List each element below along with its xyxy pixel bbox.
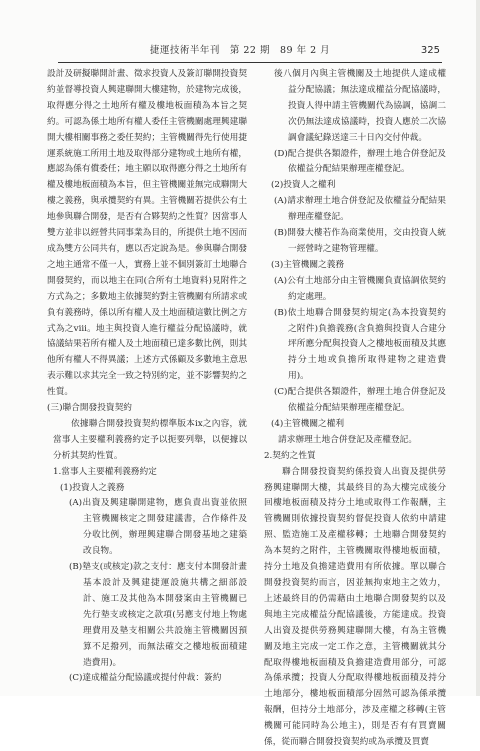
paragraph: (1)投資人之義務 <box>60 482 125 493</box>
paragraph: (3)主管機關之義務 <box>271 259 345 270</box>
journal-title: 捷運技術半年刊 第 22 期 89 年 2 月 <box>149 45 331 56</box>
right-text-column <box>258 67 446 751</box>
paragraph: 聯合開發投資契約係投資人出資及提供勞務興建聯開大樓，其最終目的為大樓完成後分回樓地板面積及持分土地或取得工作報酬，主管機關則依據投資契約督促投資人依約申請建照、監造施工及產權移轉；土地聯合開發契約為本契約之附件，主管機關取得樓地板面積，持分土地及負擔建造費用有所依據。單以聯合開發投資契約而言，因並無拘束地主之效力，上述最終目的仍需藉由土地聯合開發契約以及與地主完成權益分配協議後，方能達成。投資人出資及提供勞務興建聯開大樓，有為主管機關及地主完成一定工作之意，主管機關就其分配取得樓地板面積及負擔建造費用部分，可認為係承攬；投資人分配取得樓地板面積及持分土地部分，樓地板面積部分固然可認為係承攬報酬，但持分土地部分，涉及產權之移轉(主管機關可能同時為公地主)，則是否有有買賣關係，從而聯合開發投資契約或為承攬及買賣 <box>264 466 446 748</box>
paragraph: (A)公有土地部分由主管機關負責協調依契約約定處理。 <box>274 275 446 302</box>
paragraph: (A)出資及興建聯開建物，應負責出資並依照主管機關核定之開發建議書，合作條件及分收比例，辦理興建聯合開發基地之建築改良物。 <box>69 498 247 557</box>
paragraph: 依據聯合開發投資契約標準版本ix之內容，就當事人主要權利義務約定予以扼要列舉，以便據以分析其契約性質。 <box>53 418 247 461</box>
paragraph: (C)配合提供各類證件，辦理土地合併登記及依權益分配結果辦理產權登記。 <box>274 387 446 414</box>
paragraph: (B)墊支(或核定)款之支付：應支付本開發計畫基本設計及興建捷運設施共構之細部設計、施工及其他為本開發案由主管機關已先行墊支或核定之款項(另應支付地上物處理費用及墊支相關公共設施主管機關因預算不足撥列，而無法確交之樓地板面積建造費用)。 <box>69 562 247 668</box>
paragraph: (B)依土地聯合開發契約規定(為本投資契約之附件)負擔義務(含負擔與投資人合建分坪所應分配與投資人之樓地板面積及其應持分土地或負擔所取得建物之建造費用)。 <box>274 307 446 382</box>
paragraph: (B)開發大樓若作為商業使用，交由投資人統一經營時之建物管理權。 <box>274 228 446 254</box>
running-header <box>0 44 480 58</box>
paragraph: (4)主管機關之權利 <box>271 418 345 429</box>
header-rule <box>58 62 442 63</box>
paragraph: 1.當事人主要權利義務約定 <box>53 466 157 477</box>
page-number: 325 <box>420 45 440 56</box>
paragraph: 2.契約之性質 <box>264 450 316 461</box>
scan-edge <box>476 0 480 696</box>
paragraph: 後八個月內與主管機關及土地提供人達成權益分配協議；無法達成權益分配協議時，投資人得申請主管機關代為協調，協調二次仍無法達成協議時，投資人應於二次協調會議紀錄送達三十日內交付仲裁。 <box>274 69 446 143</box>
paragraph: 設計及研擬聯開計畫、徵求投資人及簽訂聯開投資契約並督導投資人興建聯開大樓建物，於建物完成後，取得應分得之土地所有權及樓地板面積為本旨之契約。可認為係土地所有權人委任主管機關處理興建聯開大樓相關事務之委任契約；主管機關得先行使用捷運系統施工所用土地及取得部分建物或土地所有權，應認為係有償委任；地主願以取得應分得之土地所有權及樓地板面積為本旨，但主管機關並無完成聯開大樓之義務，與承攬契約有異。主管機關若提供公有土地參與聯合開發，是否有合夥契約之性質？因當事人雙方並非以經營共同事業為目的，所提供土地不因而成為雙方公同共有，應以否定說為是。參與聯合開發之地主通常不僅一人，實務上並不個別簽訂土地聯合開發契約，而以地主在同(合所有土地資料)見附件之方式為之；多數地主依據契約對主管機關有所請求或負有義務時，係以所有權人及土地面積這數比例之方式為之viii。地主與投資人進行權益分配協議時，就協議結果若所有權人及土地面積已達多數比例，則其他所有權人不得異議；上述方式係顧及多數地主意思表示難以求其完全一致之特別約定，並不影響契約之性質。 <box>47 69 247 398</box>
paragraph: 請求辦理土地合併登記及產權登記。 <box>278 434 417 445</box>
paragraph: (三)聯合開發投資契約 <box>47 403 132 414</box>
paragraph: (A)請求辦理土地合併登記及依權益分配結果辦理產權登記。 <box>274 196 446 223</box>
paragraph: (2)投資人之權利 <box>271 180 336 191</box>
paragraph: (C)達成權益分配協議或提付仲裁：簽約 <box>69 673 222 684</box>
left-text-column <box>47 67 247 687</box>
paragraph: (D)配合提供各類證件，辦理土地合併登記及依權益分配結果辦理產權登記。 <box>274 148 446 175</box>
